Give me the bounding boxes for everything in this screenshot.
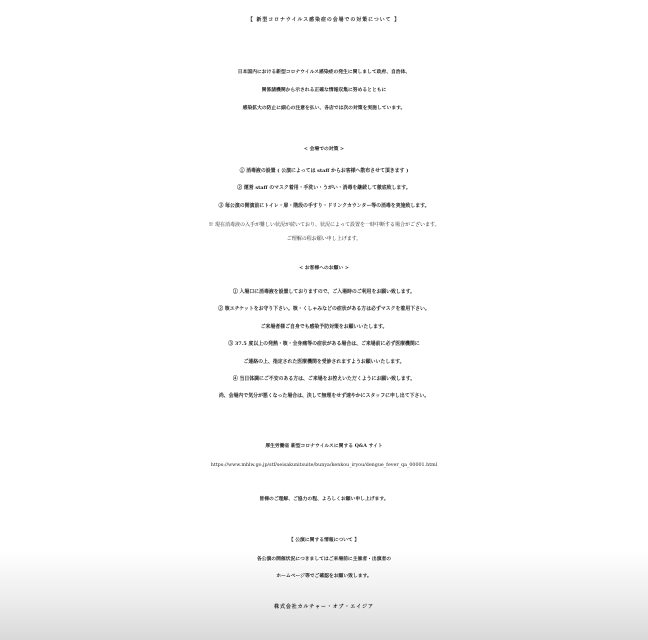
customer-request-3b: ご連絡の上、指定された医療機関を受診されますようお願いいたします。 (243, 359, 405, 365)
venue-measure-1: ① 消毒液の設置 ( 公演によっては staff からお客様へ散布させて頂きます ) (239, 168, 409, 174)
intro-line-1: 日本国内における新型コロナウイルス感染症の発生に関しまして政府、自治体、 (237, 69, 411, 75)
customer-request-note: 尚、会場内で気分が悪くなった場合は、決して無理をせず速やかにスタッフに申し出て下さい。 (218, 393, 430, 399)
reference-label: 厚生労働省 新型コロナウイルスに関する Q&A サイト (265, 443, 383, 449)
performance-info-line-1: 各公演の開催状況につきましてはご来場前に主催者・出演者の (256, 556, 392, 562)
venue-note-2: ご理解の程お願い申し上げます。 (286, 236, 362, 242)
venue-note-1: ※ 現在消毒液の入手が難しい状況が続いており、状況によって設置を一時中断する場合がございます。 (208, 222, 440, 228)
customer-request-2b: ご来場者様ご自身でも感染予防対策をお願いいたします。 (260, 324, 388, 330)
closing-message: 皆様のご理解、ご協力の程、よろしくお願い申し上げます。 (259, 496, 389, 502)
intro-line-2: 関係諸機関から示される正確な情報収集に努めるとともに (261, 87, 387, 93)
page-title: 【 新型コロナウイルス感染症の会場での対策について 】 (247, 17, 401, 23)
intro-line-3: 感染拡大の防止に細心の注意を払い、各店では次の対策を実施しています。 (242, 105, 406, 111)
customer-request-1: ① 入場口に消毒液を設置しておりますので、ご入場時のご利用をお願い致します。 (232, 289, 416, 295)
reference-url-link[interactable]: https://www.mhlw.go.jp/stf/seisakunitsuite/bunya/kenkou_iryou/dengue_fever_qa_00001.html (210, 463, 438, 468)
customer-request-4: ④ 当日体調にご不安のある方は、ご来場をお控えいただくようにお願い致します。 (232, 376, 416, 382)
venue-measures-heading: < 会場での対策 > (303, 146, 345, 152)
company-name: 株式会社カルチャー・オブ・エイジア (274, 604, 374, 610)
performance-info-heading: 【 公演に関する情報について 】 (288, 537, 360, 543)
customer-request-2: ② 咳エチケットをお守り下さい。咳・くしゃみなどの症状がある方は必ずマスクを着用下さい。 (218, 306, 430, 312)
venue-measure-3: ③ 毎公演の開演前にトイレ・扉・階段の手すり・ドリンクカウンター等の消毒を実施致します。 (218, 203, 430, 209)
venue-measure-2: ② 運営 staff のマスク着用・手洗い・うがい・消毒を継続して徹底致します。 (237, 185, 411, 191)
customer-request-3: ③ 37.5 度以上の発熱・咳・全身痛等の症状がある場合は、ご来場前に必ず医療機関に (228, 341, 420, 347)
performance-info-line-2: ホームページ等でご確認をお願い致します。 (276, 573, 372, 579)
customer-requests-heading: < お客様へのお願い > (299, 265, 349, 271)
